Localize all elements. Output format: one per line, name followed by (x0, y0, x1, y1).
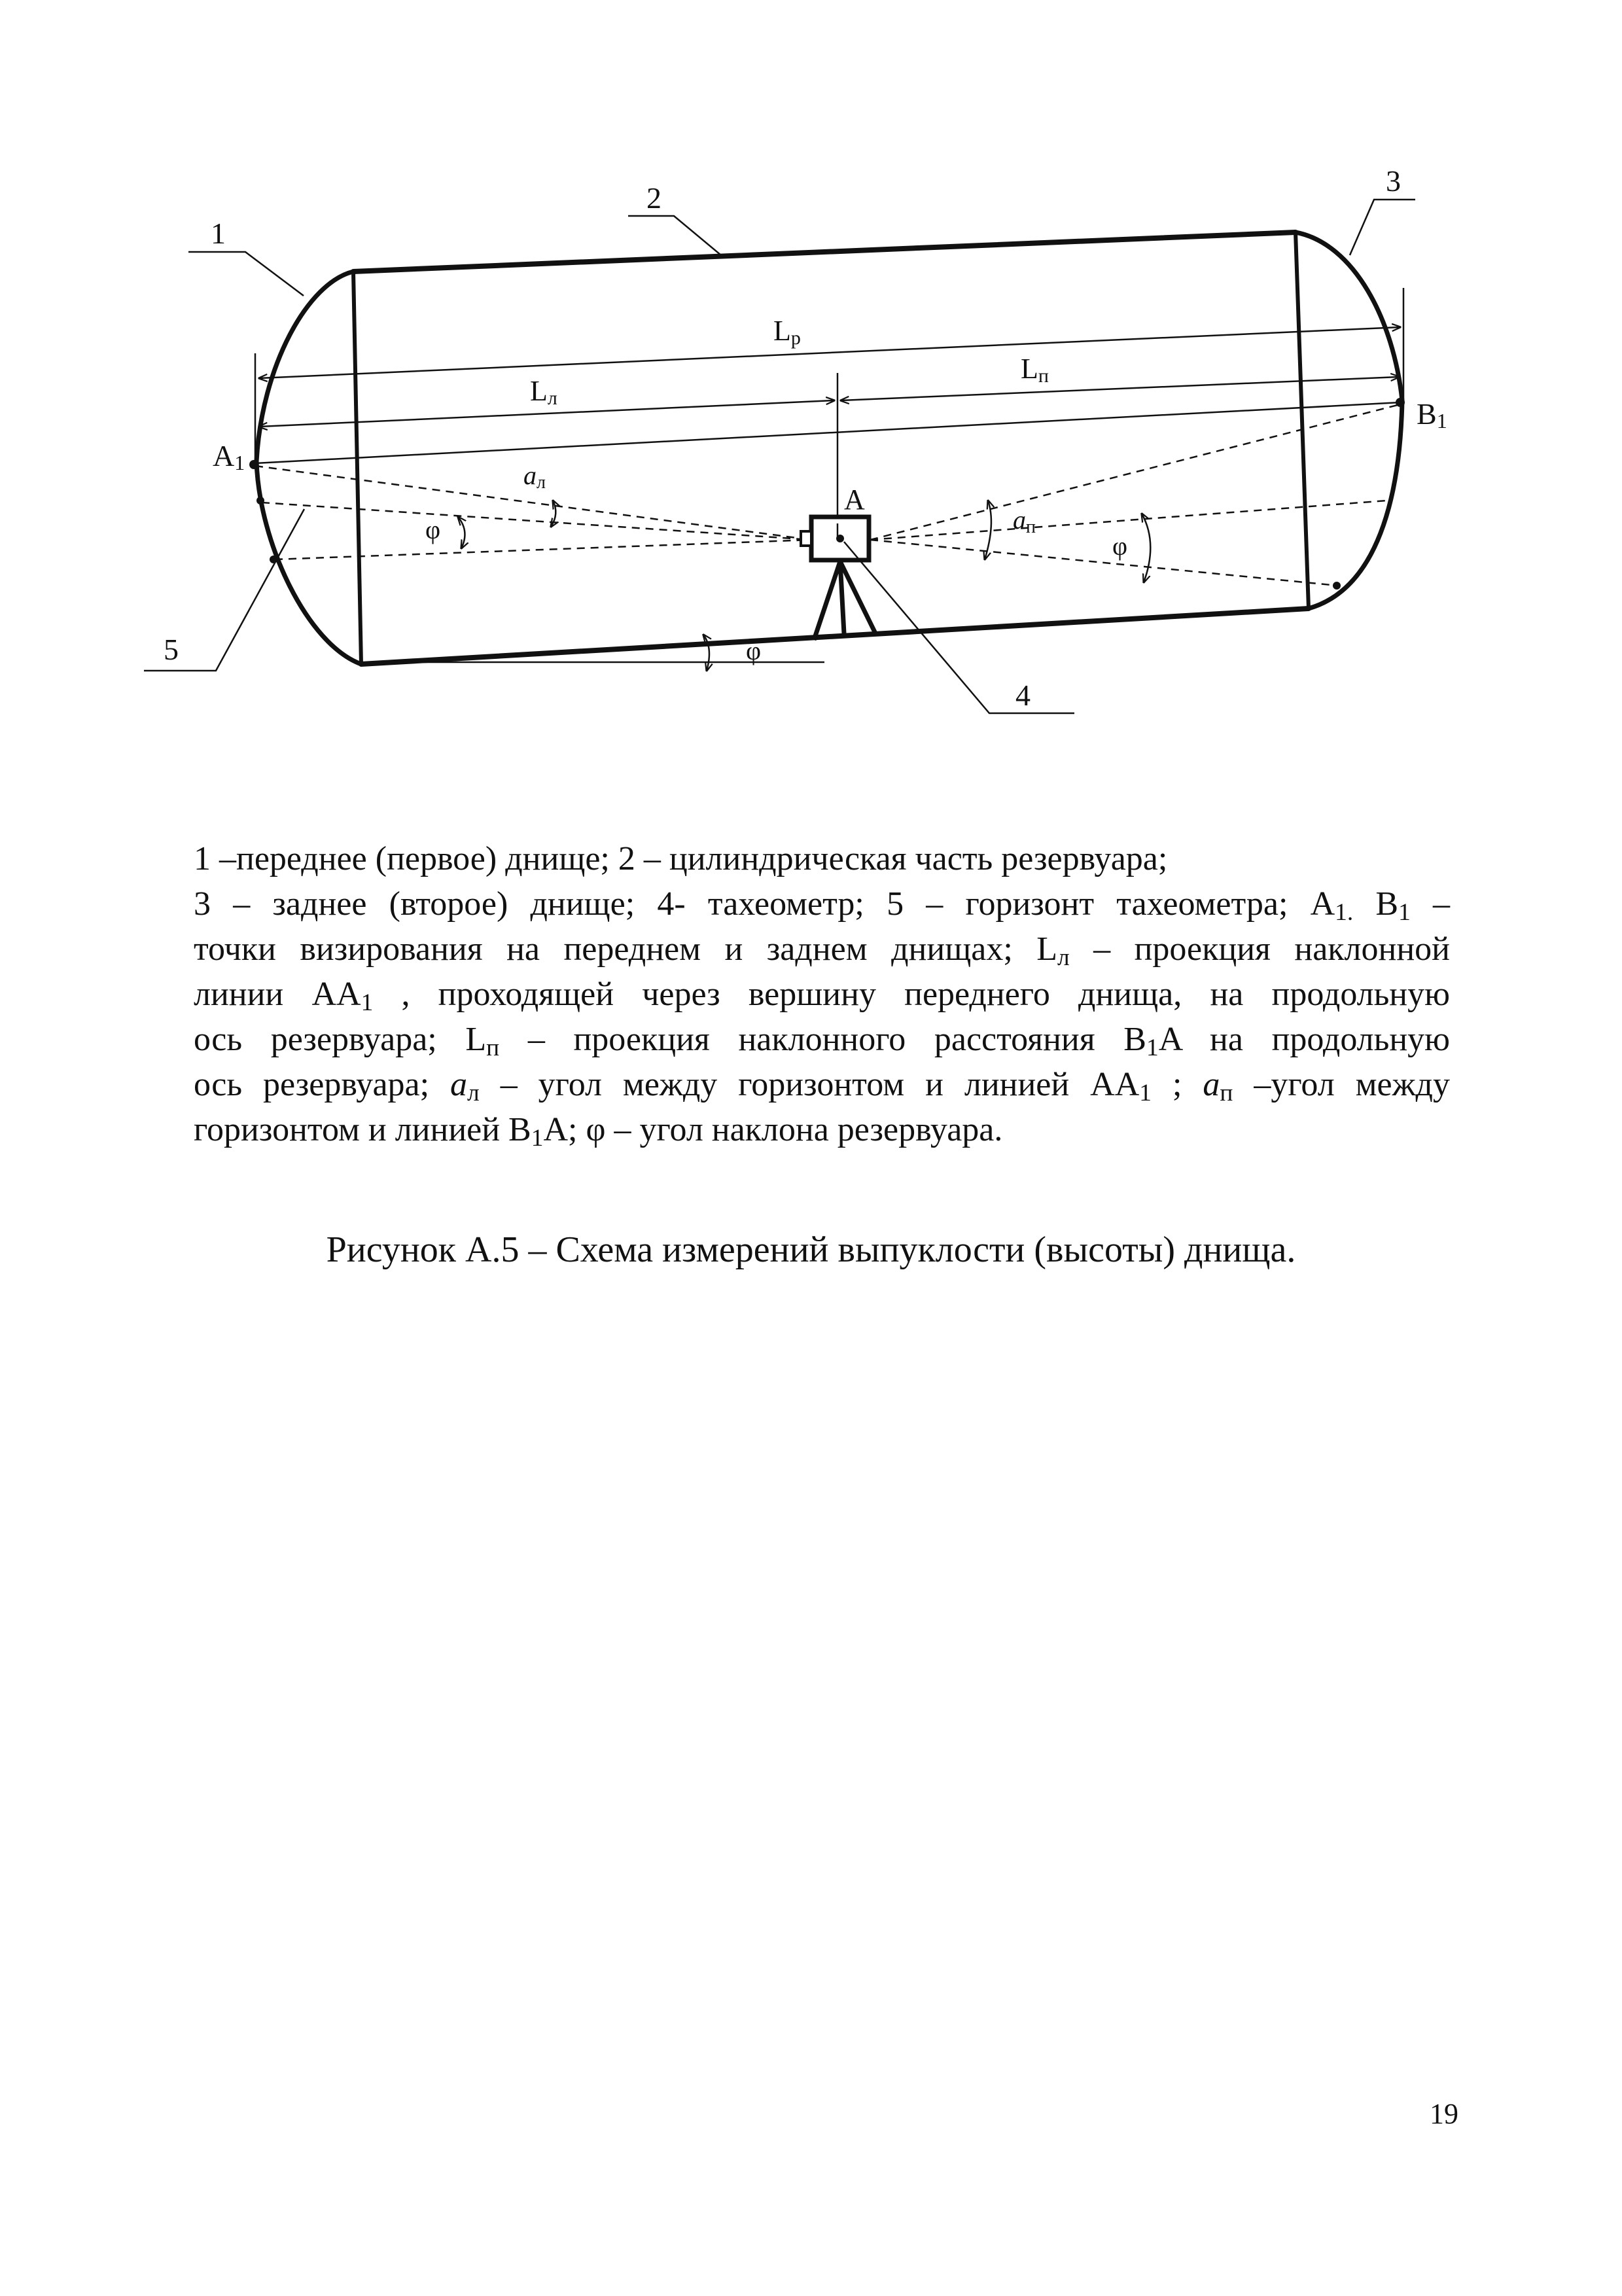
dim-ln (841, 377, 1399, 400)
horizon-rear-upper (870, 501, 1387, 540)
legend-sub: 1 (1139, 1080, 1152, 1107)
legend-line-7 (194, 1107, 1450, 1152)
label-b1: B1 (1417, 397, 1447, 433)
arc-phi-front (458, 517, 465, 548)
legend-sub: 1 (1398, 899, 1411, 927)
figure-caption: Рисунок А.5 – Схема измерений выпуклости (высоты) днища. (326, 1229, 1296, 1270)
label-a: A (844, 484, 865, 516)
tank-measurement-diagram (0, 0, 1622, 752)
legend-sub: 1 (1146, 1034, 1159, 1062)
legend-text: 1 –переднее (первое) днище; 2 – цилиндрическая часть резервуара; (194, 840, 1168, 877)
point-a1-dot (249, 460, 258, 469)
legend-line-3 (194, 927, 1450, 972)
legend-text: 3 – заднее (второе) днище; 4- тахеометр; 5 – горизонт тахеометра; A (194, 885, 1335, 923)
label-ll: Lл (530, 375, 557, 409)
leader-2 (628, 216, 721, 255)
legend-line-4 (194, 972, 1450, 1017)
legend-sub: л (467, 1080, 480, 1107)
legend-sub: 1 (531, 1125, 544, 1152)
dim-lp (259, 327, 1400, 378)
legend-text: – проекция наклонного расстояния B (499, 1021, 1146, 1058)
legend-text: линии AA (194, 976, 361, 1013)
legend-text: – угол между горизонтом и линией AA (479, 1066, 1140, 1103)
label-phi-rear: φ (1112, 531, 1128, 561)
callout-leaders (144, 200, 1415, 713)
legend-text: –угол между (1233, 1066, 1450, 1103)
legend-sub: 1. (1335, 899, 1354, 927)
legend-text: горизонтом и линией B (194, 1111, 531, 1148)
arc-phi-rear (1142, 514, 1150, 582)
label-a1: A1 (213, 439, 245, 474)
figure-legend (194, 836, 1450, 1152)
callout-1: 1 (211, 217, 226, 250)
front-weld-line (353, 272, 361, 664)
legend-line-5 (194, 1017, 1450, 1062)
legend-text: A на продольную (1158, 1021, 1451, 1058)
legend-text: ось резервуара; (194, 1066, 451, 1103)
legend-sub: л (1057, 944, 1070, 972)
total-station-lens (801, 531, 811, 546)
legend-line-1 (194, 836, 1450, 881)
legend-text: B (1353, 885, 1399, 923)
leader-1 (188, 252, 304, 296)
legend-text: ; (1152, 1066, 1203, 1103)
legend-sub: п (486, 1034, 500, 1062)
arc-phi-bottom (703, 635, 709, 671)
angle-arcs (458, 501, 1150, 671)
legend-text: – проекция наклонной (1069, 930, 1450, 968)
legend-text: точки визирования на переднем и заднем днищах; L (194, 930, 1057, 968)
legend-italic: a (1203, 1066, 1220, 1103)
rear-head-outline (1296, 232, 1402, 609)
callout-3: 3 (1386, 164, 1401, 198)
tank-bottom-edge (361, 609, 1309, 664)
label-phi-bottom: φ (746, 636, 762, 665)
tank-top-edge (353, 232, 1296, 272)
legend-text: ось резервуара; L (194, 1021, 487, 1058)
legend-text: – (1410, 885, 1451, 923)
legend-text: , проходящей через вершину переднего днища, на продольную (373, 976, 1450, 1013)
legend-line-2 (194, 881, 1450, 927)
page-number: 19 (1430, 2098, 1458, 2130)
legend-italic: a (450, 1066, 468, 1103)
label-al: aл (523, 461, 546, 493)
label-ln: Lп (1021, 353, 1049, 387)
label-an: aп (1013, 505, 1036, 537)
rear-weld-line (1296, 232, 1309, 609)
label-phi-front: φ (425, 515, 441, 544)
leader-3 (1350, 200, 1415, 255)
horizon-front-lower (275, 540, 811, 559)
line-a1-b1 (255, 402, 1400, 463)
legend-text: A; φ – угол наклона резервуара. (543, 1111, 1003, 1148)
legend-line-6 (194, 1062, 1450, 1107)
legend-sub: 1 (361, 989, 374, 1017)
label-lp: Lр (773, 315, 801, 349)
horizon-rear-lower (870, 540, 1338, 586)
callout-2: 2 (646, 181, 661, 215)
callout-5: 5 (164, 633, 179, 666)
callout-4: 4 (1015, 679, 1031, 712)
horizon-front-upper (262, 503, 811, 540)
legend-sub: п (1220, 1080, 1233, 1107)
tripod-leg-left (814, 561, 840, 640)
dimension-lines (255, 288, 1403, 523)
